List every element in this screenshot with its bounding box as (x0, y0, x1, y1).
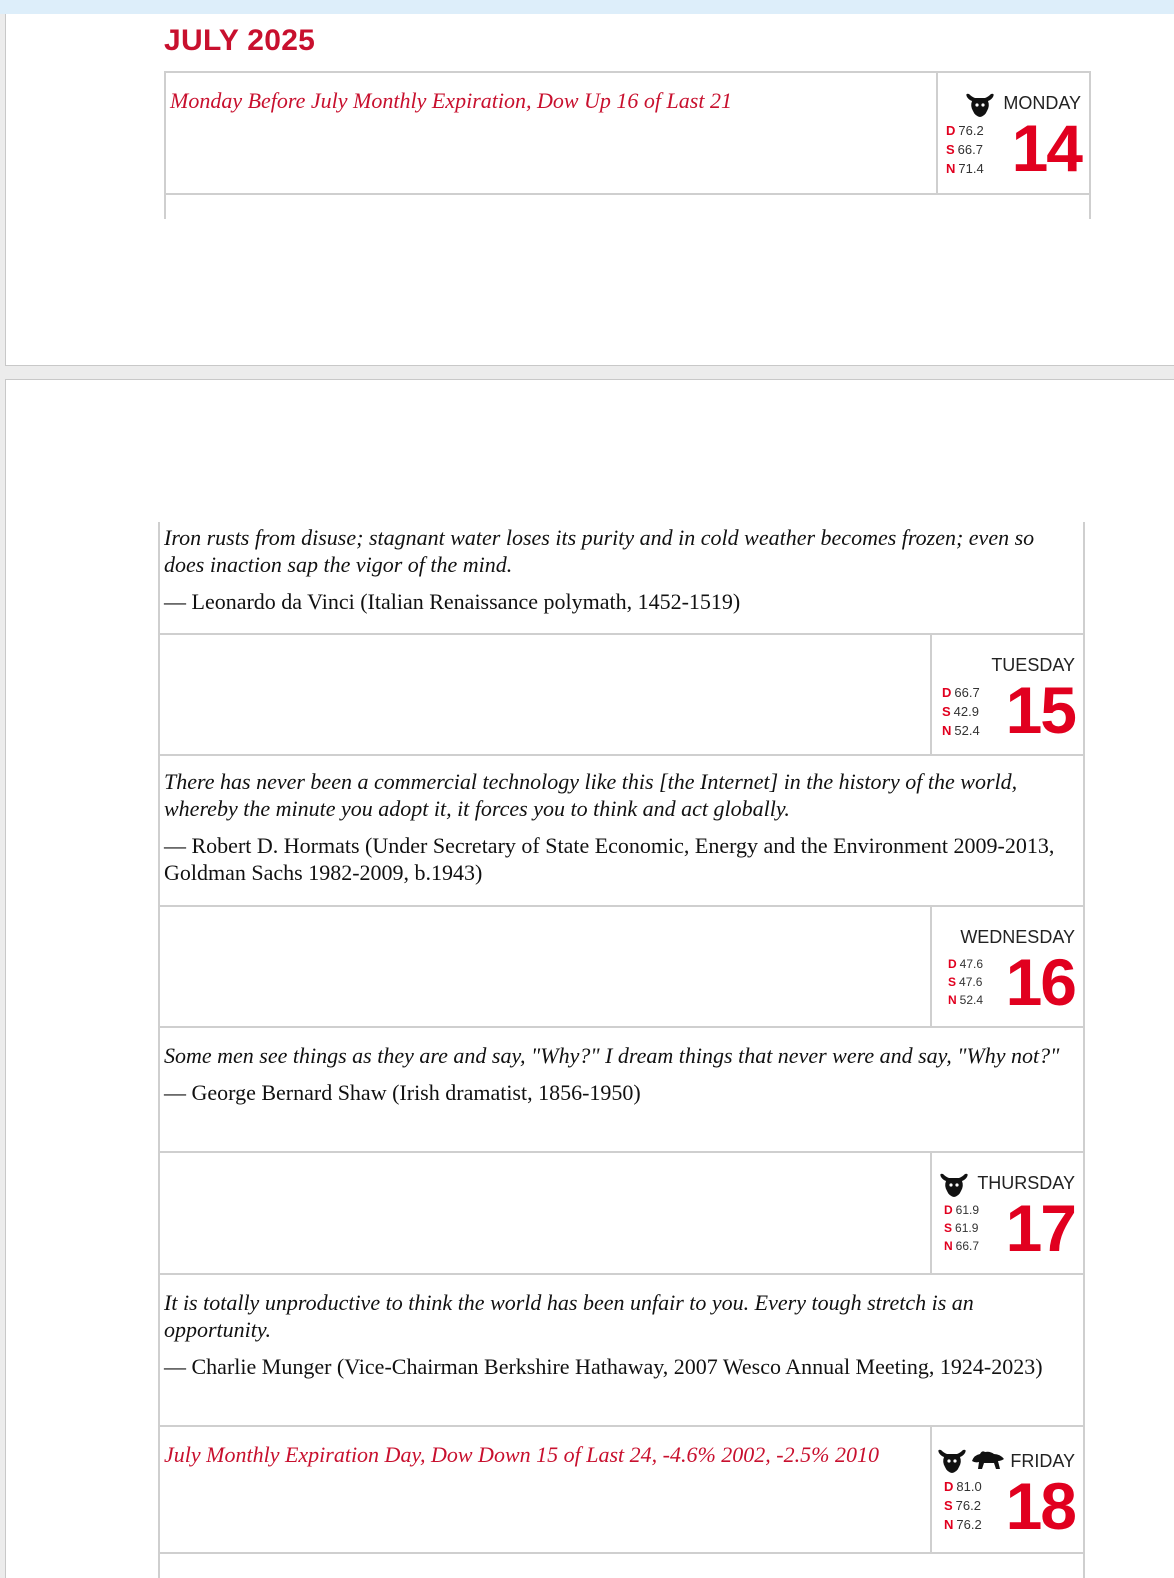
nasdaq-label: N (944, 1517, 954, 1532)
day-note: Monday Before July Monthly Expiration, Dow Up 16 of Last 21 (166, 73, 938, 193)
dow-value: 61.9 (955, 1203, 980, 1217)
nasdaq-label: N (946, 161, 956, 176)
weekday-label: WEDNESDAY (960, 927, 1075, 947)
page-break-stub (164, 195, 1091, 219)
day-number: 15 (1005, 673, 1075, 747)
day-box (938, 73, 1089, 193)
page-1 (5, 14, 1174, 366)
market-stats (946, 121, 984, 178)
day-note (160, 907, 932, 1026)
day-row-friday (158, 1425, 1085, 1554)
month-title: JULY 2025 (164, 24, 316, 57)
nasdaq-value: 76.2 (956, 1517, 982, 1532)
nasdaq-value: 52.4 (954, 723, 980, 738)
icon-group (936, 1447, 1006, 1475)
day-box (932, 1153, 1083, 1273)
weekday-label: MONDAY (1003, 93, 1081, 113)
nasdaq-value: 52.4 (959, 993, 984, 1007)
page-break-stub (158, 1554, 1085, 1578)
day-note (160, 635, 932, 754)
market-stats (944, 1201, 979, 1255)
icon-group (938, 1171, 970, 1199)
sp-label: S (942, 704, 951, 719)
day-row-thursday (158, 1151, 1085, 1275)
dow-value: 76.2 (958, 123, 984, 138)
quote-block (158, 1275, 1085, 1427)
dow-label: D (942, 685, 952, 700)
sp-label: S (946, 142, 955, 157)
quote-block (158, 522, 1085, 635)
day-number: 16 (1005, 945, 1075, 1019)
day-row-wednesday (158, 905, 1085, 1028)
quote-block (158, 756, 1085, 907)
day-number: 14 (1011, 111, 1081, 185)
nasdaq-label: N (942, 723, 952, 738)
dow-label: D (944, 1479, 954, 1494)
sp-label: S (944, 1498, 953, 1513)
dow-value: 81.0 (956, 1479, 982, 1494)
dow-value: 47.6 (959, 957, 984, 971)
bull-icon (964, 91, 996, 119)
day-box (932, 635, 1083, 754)
weekday-label: THURSDAY (977, 1173, 1075, 1193)
day-row-monday (164, 71, 1091, 195)
quote-attribution: — George Bernard Shaw (Irish dramatist, 1856-1950) (164, 1080, 641, 1105)
day-number: 18 (1005, 1469, 1075, 1543)
quote-text: It is totally unproductive to think the world has been unfair to you. Every tough stretch is an opportunity. (164, 1290, 974, 1342)
sp-value: 66.7 (957, 142, 983, 157)
market-stats (942, 683, 980, 740)
sp-value: 76.2 (955, 1498, 981, 1513)
nasdaq-label: N (944, 1239, 953, 1253)
quote-attribution: — Leonardo da Vinci (Italian Renaissance polymath, 1452-1519) (164, 589, 741, 614)
day-note (160, 1153, 932, 1273)
market-stats (948, 955, 983, 1009)
nasdaq-value: 71.4 (958, 161, 984, 176)
sp-value: 61.9 (955, 1221, 979, 1235)
sp-label: S (948, 975, 957, 989)
market-stats (944, 1477, 982, 1534)
quote-block (158, 1028, 1085, 1152)
quote-attribution: — Robert D. Hormats (Under Secretary of State Economic, Energy and the Environment 2009-2013, Goldman Sachs 1982-2009, b.1943) (164, 833, 1055, 885)
quote-text: There has never been a commercial technology like this [the Internet] in the history of the world, whereby the minute you adopt it, it forces you to think and act globally. (164, 769, 1018, 821)
quote-text: Iron rusts from disuse; stagnant water loses its purity and in cold weather becomes frozen; even so does inaction sap the vigor of the mind. (164, 525, 1035, 577)
weekday-label: FRIDAY (1010, 1451, 1075, 1471)
nasdaq-value: 66.7 (955, 1239, 980, 1253)
dow-label: D (944, 1203, 953, 1217)
bull-icon (938, 1171, 970, 1199)
quote-attribution: — Charlie Munger (Vice-Chairman Berkshire Hathaway, 2007 Wesco Annual Meeting, 1924-2023) (164, 1354, 1043, 1379)
sp-value: 47.6 (959, 975, 983, 989)
quote-text: Some men see things as they are and say, "Why?" I dream things that never were and say, "Why not?" (164, 1043, 1060, 1068)
viewer-top-bar (0, 0, 1174, 14)
day-row-tuesday (158, 633, 1085, 756)
sp-label: S (944, 1221, 953, 1235)
day-box (932, 1427, 1083, 1552)
day-note: July Monthly Expiration Day, Dow Down 15 of Last 24, -4.6% 2002, -2.5% 2010 (160, 1427, 932, 1552)
day-number: 17 (1005, 1191, 1075, 1265)
bull-icon (936, 1447, 968, 1475)
weekday-label: TUESDAY (991, 655, 1075, 675)
icon-group (964, 91, 996, 119)
bear-icon (970, 1447, 1006, 1473)
dow-label: D (948, 957, 957, 971)
dow-value: 66.7 (954, 685, 980, 700)
sp-value: 42.9 (953, 704, 979, 719)
nasdaq-label: N (948, 993, 957, 1007)
day-box (932, 907, 1083, 1026)
dow-label: D (946, 123, 956, 138)
